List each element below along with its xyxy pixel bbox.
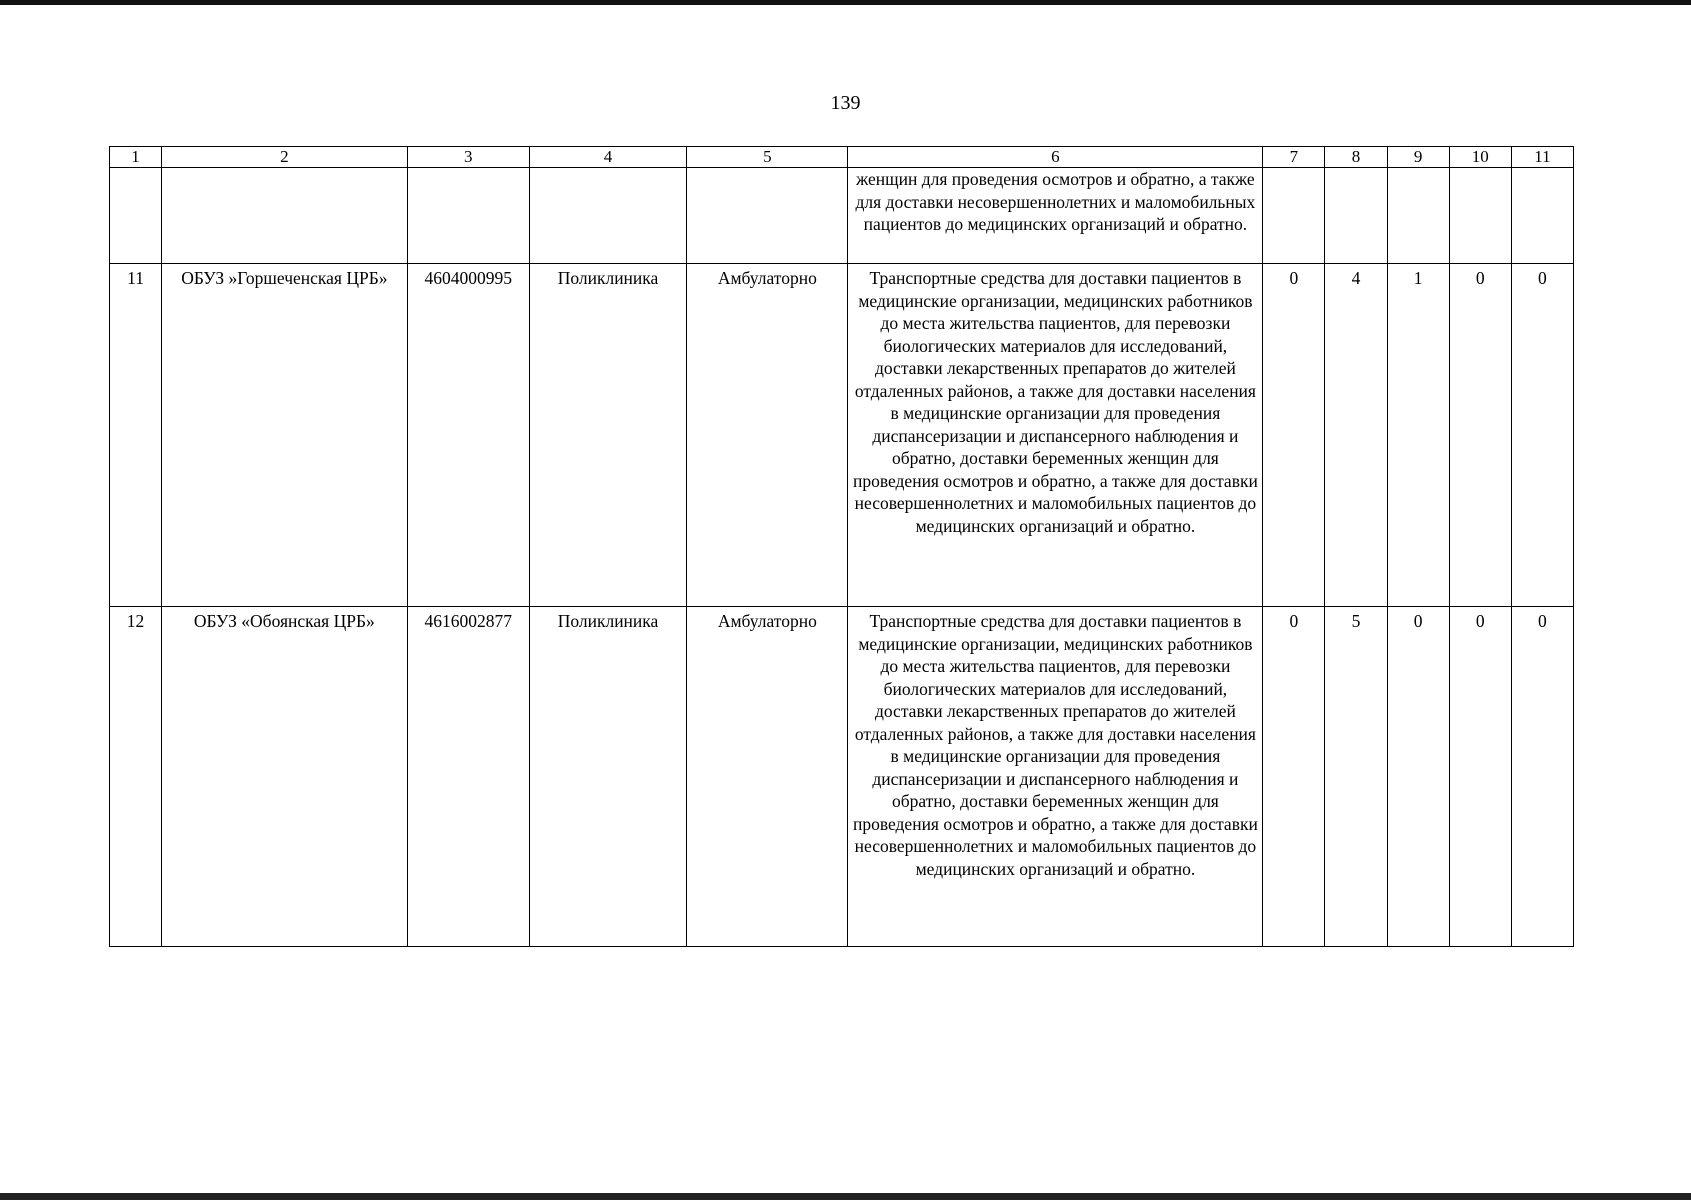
value-col-9: 1 [1387,264,1449,607]
transport-description: Транспортные средства для доставки пациентов в медицинские организации, медицинских работников до места жительства пациентов, для перевозки биологических материалов для исследований, доставки лекарственных препаратов до жителей отдаленных районов, а также для доставки населения в медицинские организации для проведения диспансеризации и диспансерного наблюдения и обратно, доставки беременных женщин для проведения осмотров и обратно, а также для доставки несовершеннолетних и маломобильных пациентов до медицинских организаций и обратно. [848,607,1263,947]
inn-code: 4604000995 [407,264,529,607]
document-table [109,146,1574,947]
value-col-8: 4 [1325,264,1387,607]
facility-type: Поликлиника [529,607,686,947]
empty-cell [529,168,686,264]
header-cell: 2 [162,147,408,168]
scan-top-edge [0,0,1691,5]
empty-cell [1387,168,1449,264]
row-number: 12 [110,607,162,947]
value-col-10: 0 [1449,264,1511,607]
value-col-11: 0 [1511,264,1573,607]
care-mode: Амбулаторно [687,607,848,947]
empty-cell [1449,168,1511,264]
value-col-9: 0 [1387,607,1449,947]
empty-cell [162,168,408,264]
table-row-continuation [110,168,1574,264]
inn-code: 4616002877 [407,607,529,947]
empty-cell [1325,168,1387,264]
empty-cell [407,168,529,264]
value-col-8: 5 [1325,607,1387,947]
header-cell: 9 [1387,147,1449,168]
transport-description: Транспортные средства для доставки пациентов в медицинские организации, медицинских работников до места жительства пациентов, для перевозки биологических материалов для исследований, доставки лекарственных препаратов до жителей отдаленных районов, а также для доставки населения в медицинские организации для проведения диспансеризации и диспансерного наблюдения и обратно, доставки беременных женщин для проведения осмотров и обратно, а также для доставки несовершеннолетних и маломобильных пациентов до медицинских организаций и обратно. [848,264,1263,607]
organization-name: ОБУЗ «Обоянская ЦРБ» [162,607,408,947]
continuation-description: женщин для проведения осмотров и обратно, а также для доставки несовершеннолетних и маломобильных пациентов до медицинских организаций и обратно. [848,168,1263,264]
header-cell: 1 [110,147,162,168]
value-col-7: 0 [1263,264,1325,607]
facility-type: Поликлиника [529,264,686,607]
empty-cell [1263,168,1325,264]
header-cell: 5 [687,147,848,168]
header-cell: 11 [1511,147,1573,168]
header-cell: 3 [407,147,529,168]
table-row [110,264,1574,607]
page-number: 139 [830,92,861,114]
row-number: 11 [110,264,162,607]
empty-cell [1511,168,1573,264]
value-col-7: 0 [1263,607,1325,947]
header-cell: 7 [1263,147,1325,168]
care-mode: Амбулаторно [687,264,848,607]
table-header-row [110,147,1574,168]
organization-name: ОБУЗ »Горшеченская ЦРБ» [162,264,408,607]
table-row [110,607,1574,947]
value-col-11: 0 [1511,607,1573,947]
value-col-10: 0 [1449,607,1511,947]
header-cell: 6 [848,147,1263,168]
header-cell: 8 [1325,147,1387,168]
empty-cell [687,168,848,264]
header-cell: 4 [529,147,686,168]
header-cell: 10 [1449,147,1511,168]
scan-bottom-edge [0,1193,1691,1200]
empty-cell [110,168,162,264]
